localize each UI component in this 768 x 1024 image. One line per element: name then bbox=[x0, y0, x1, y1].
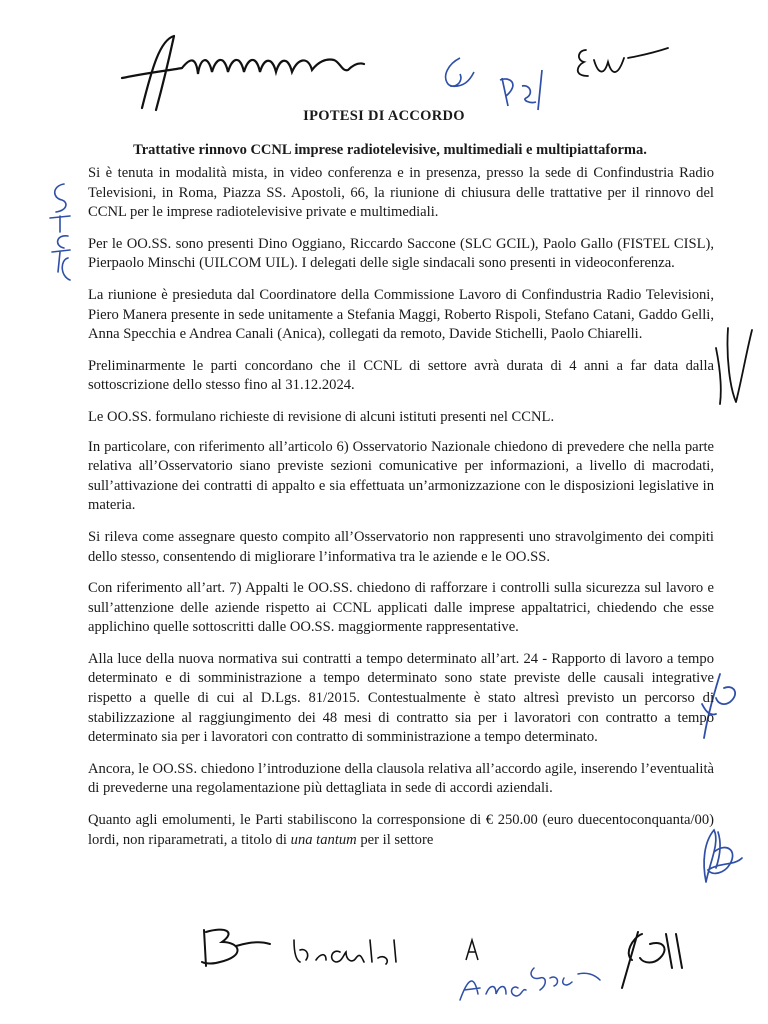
paragraph: Alla luce della nuova normativa sui contratti a tempo determinato all’art. 24 - Rapporto di lavoro a tempo determinato e di somministrazione a tempo determinato sono state previste delle causali integrative rispetto a quelle di cui al D.Lgs. 81/2015. Contestualmente è stato altresì previsto un percorso di stabilizzazione al raggiungimento dei 48 mesi di contratto sia per i lavoratori con contratto a tempo determinato sia per i lavoratori con contratto di somministrazione a tempo determinato. bbox=[88, 650, 714, 746]
paragraph-text: per il settore bbox=[356, 831, 434, 848]
signature-top-right bbox=[568, 36, 678, 91]
paragraph: Si rileva come assegnare questo compito all’Osservatorio non rappresenti uno stravolgimento dei compiti dello stesso, consentendo di migliorare l’informativa tra le aziende e le OO.SS. bbox=[88, 528, 714, 565]
document-body bbox=[88, 164, 714, 862]
paragraph: Per le OO.SS. sono presenti Dino Oggiano, Riccardo Saccone (SLC GCIL), Paolo Gallo (FISTEL CISL), Pierpaolo Minschi (UILCOM UIL). I delegati delle sigle sindacali sono presenti in videoconferenza. bbox=[88, 235, 714, 272]
paragraph: Ancora, le OO.SS. chiedono l’introduzione della clausola relativa all’accordo agile, inserendo l’eventualità di prevederne una regolamentazione più dettagliata in sede di accordi aziendali. bbox=[88, 760, 714, 797]
signature-bottom-4 bbox=[612, 924, 692, 994]
paragraph: Preliminarmente le parti concordano che il CCNL di settore avrà durata di 4 anni a far data dalla sottoscrizione dello stesso fino al 31.12.2024. bbox=[88, 357, 714, 394]
paragraph: La riunione è presieduta dal Coordinatore della Commissione Lavoro di Confindustria Radio Televisioni, Piero Manera presente in sede unitamente a Stefania Maggi, Roberto Rispoli, Stefano Catani, Gaddo Gelli, Anna Specchia e Andrea Canali (Anica), collegati da remoto, Davide Stichelli, Paolo Chiarelli. bbox=[88, 286, 714, 343]
signature-bottom-1 bbox=[196, 922, 276, 972]
paragraph: Si è tenuta in modalità mista, in video conferenza e in presenza, presso la sede di Confindustria Radio Televisioni, in Roma, Piazza SS. Apostoli, 66, la riunione di chiusura delle trattative per il rinnovo del CCNL per le imprese radiotelevisive private e multimediali. bbox=[88, 165, 714, 221]
paragraph: Le OO.SS. formulano richieste di revisione di alcuni istituti presenti nel CCNL. bbox=[88, 408, 555, 425]
document-subtitle: Trattative rinnovo CCNL imprese radiotelevisive, multimediali e multipiattaforma. bbox=[133, 142, 647, 158]
italic-text: una tantum bbox=[290, 831, 357, 848]
signature-bottom-2 bbox=[286, 930, 416, 970]
signature-bottom-3 bbox=[448, 934, 608, 1014]
paragraph: In particolare, con riferimento all’articolo 6) Osservatorio Nazionale chiedono di prevedere che nella parte relativa all’Osservatorio siano previste sezioni comunicative per informazioni, a livello di macrodati, sull’attivazione dei contratti di appalto e sia effettuata un’armonizzazione con le disposizioni legislative in materia. bbox=[88, 438, 714, 514]
signature-top-left bbox=[112, 28, 372, 118]
paragraph: Con riferimento all’art. 7) Appalti le OO.SS. chiedono di rafforzare i controlli sulla sicurezza sul lavoro e sull’attenzione delle aziende rispetto ai CCNL applicati dalle imprese appaltatrici, chiedendo che esse applichino quelle sottoscritti dalle OO.SS. maggiormente rappresentative. bbox=[88, 580, 714, 636]
document-title: IPOTESI DI ACCORDO bbox=[303, 108, 465, 124]
paragraph-last bbox=[88, 811, 714, 850]
paragraph-text: Quanto agli emolumenti, le Parti stabiliscono la corresponsione di € 250.00 (euro duecentoconquanta/00) lordi, non riparametrati, a titolo di bbox=[88, 812, 714, 848]
signature-left-margin bbox=[42, 176, 76, 286]
